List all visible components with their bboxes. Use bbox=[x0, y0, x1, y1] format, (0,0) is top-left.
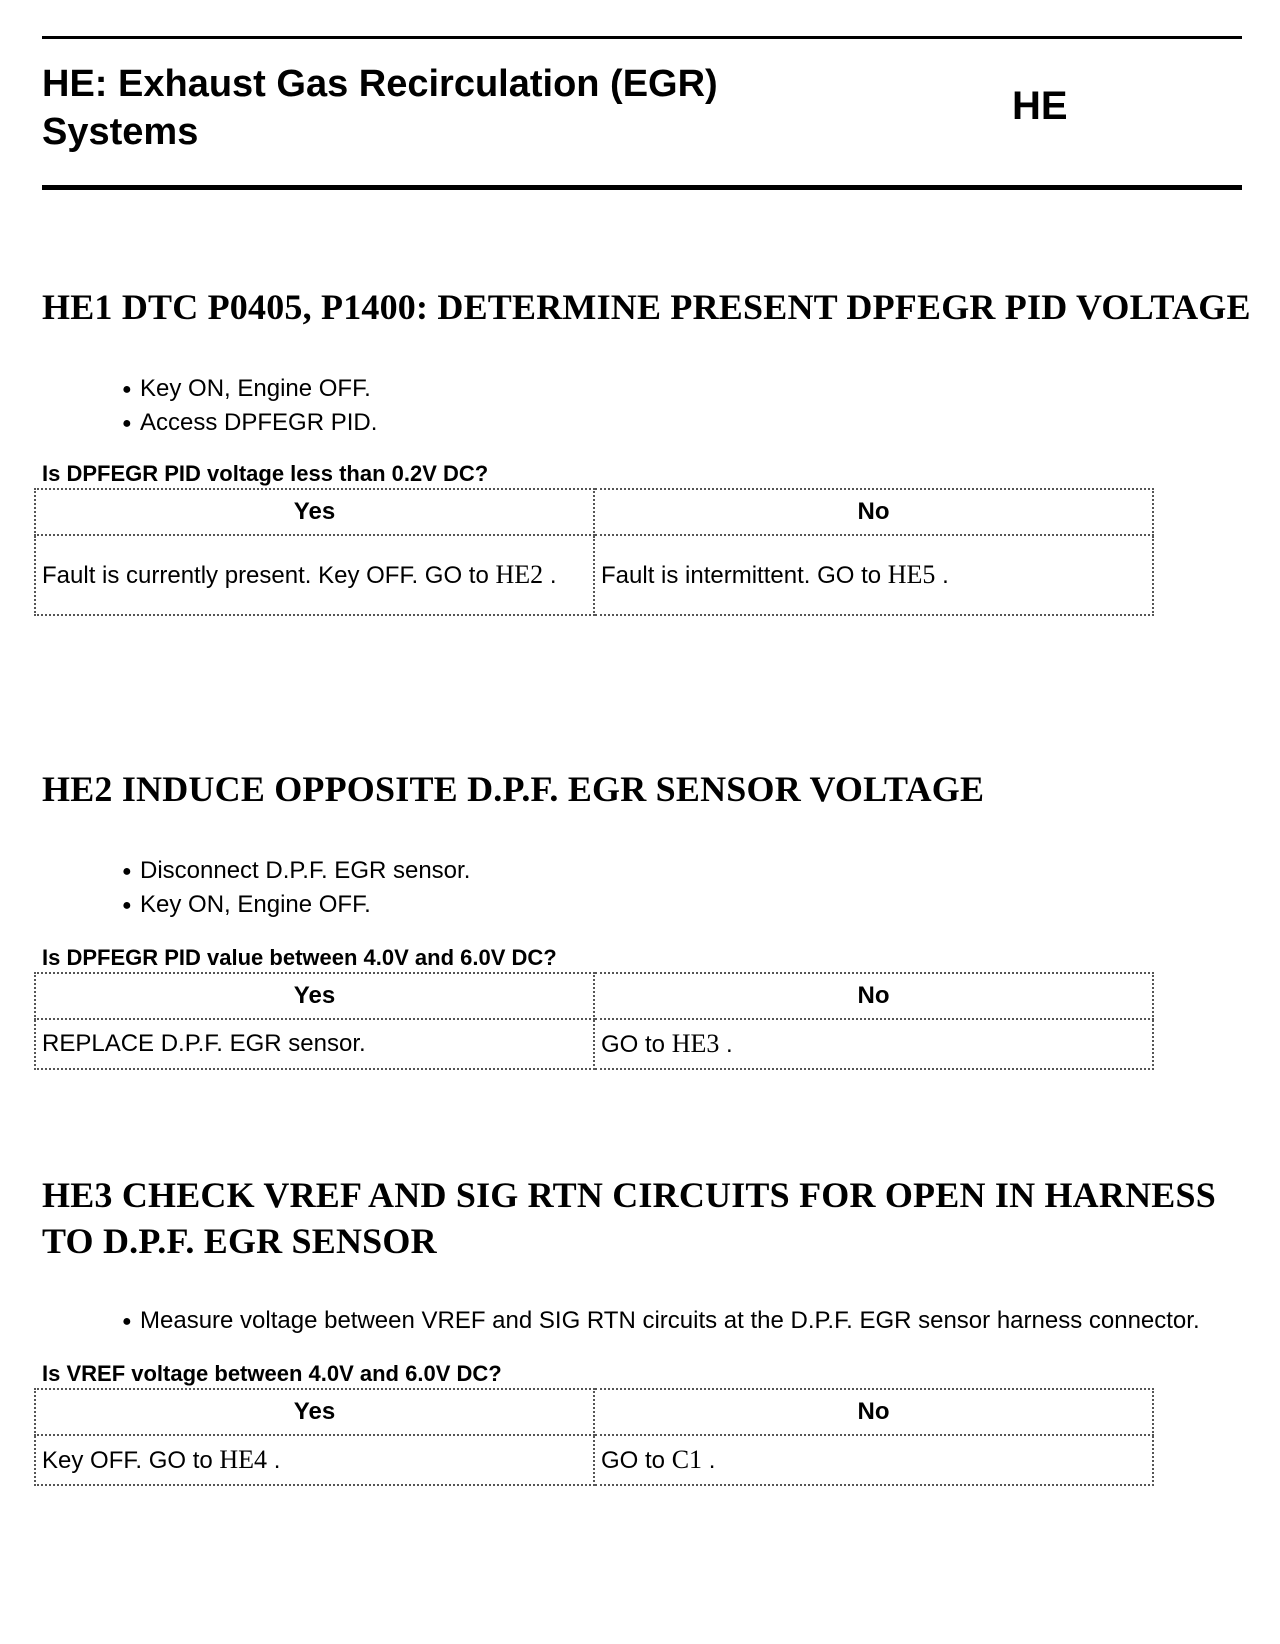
step-instructions bbox=[42, 1304, 1252, 1338]
goto-link-he2[interactable]: HE2 bbox=[495, 559, 544, 589]
step-instructions bbox=[42, 854, 1252, 922]
instruction-item: ● Key ON, Engine OFF. bbox=[42, 372, 1252, 406]
step-question: Is VREF voltage between 4.0V and 6.0V DC? bbox=[42, 1361, 502, 1386]
step-title: HE3 CHECK VREF AND SIG RTN CIRCUITS FOR OPEN IN HARNESS TO D.P.F. EGR SENSOR bbox=[42, 1175, 1216, 1261]
answer-table bbox=[34, 972, 1154, 1070]
answer-table bbox=[34, 1388, 1154, 1486]
no-header: No bbox=[594, 973, 1153, 1019]
goto-link-c1[interactable]: C1 bbox=[671, 1444, 703, 1474]
no-answer: GO to C1 . bbox=[594, 1435, 1153, 1485]
goto-link-he5[interactable]: HE5 bbox=[887, 559, 936, 589]
step-title: HE2 INDUCE OPPOSITE D.P.F. EGR SENSOR VOLTAGE bbox=[42, 769, 985, 809]
header-bottom-rule bbox=[42, 185, 1242, 190]
bullet-icon: ● bbox=[122, 381, 132, 398]
step-title: HE1 DTC P0405, P1400: DETERMINE PRESENT DPFEGR PID VOLTAGE bbox=[42, 287, 1251, 327]
header-top-rule bbox=[42, 36, 1242, 39]
no-answer: GO to HE3 . bbox=[594, 1019, 1153, 1069]
goto-link-he3[interactable]: HE3 bbox=[671, 1028, 720, 1058]
bullet-icon: ● bbox=[122, 1313, 132, 1330]
no-header: No bbox=[594, 1389, 1153, 1435]
no-answer: Fault is intermittent. GO to HE5 . bbox=[594, 535, 1153, 615]
answer-table bbox=[34, 488, 1154, 616]
test-step-he3 bbox=[42, 1172, 1252, 1486]
instruction-item: ● Key ON, Engine OFF. bbox=[42, 888, 1252, 922]
goto-link-he4[interactable]: HE4 bbox=[219, 1444, 268, 1474]
bullet-icon: ● bbox=[122, 415, 132, 432]
instruction-item: ● Disconnect D.P.F. EGR sensor. bbox=[42, 854, 1252, 888]
step-question: Is DPFEGR PID value between 4.0V and 6.0V DC? bbox=[42, 945, 557, 970]
step-instructions bbox=[42, 372, 1252, 440]
yes-answer: Key OFF. GO to HE4 . bbox=[35, 1435, 594, 1485]
step-question: Is DPFEGR PID voltage less than 0.2V DC? bbox=[42, 461, 489, 486]
no-header: No bbox=[594, 489, 1153, 535]
instruction-item: ● Access DPFEGR PID. bbox=[42, 406, 1252, 440]
instruction-item: ● Measure voltage between VREF and SIG RTN circuits at the D.P.F. EGR sensor harness connector. bbox=[42, 1304, 1252, 1338]
yes-answer: Fault is currently present. Key OFF. GO to HE2 . bbox=[35, 535, 594, 615]
bullet-icon: ● bbox=[122, 897, 132, 914]
yes-header: Yes bbox=[35, 489, 594, 535]
test-step-he1 bbox=[42, 284, 1252, 616]
document-title: HE: Exhaust Gas Recirculation (EGR) Systems bbox=[42, 63, 718, 153]
yes-answer: REPLACE D.P.F. EGR sensor. bbox=[35, 1019, 594, 1069]
test-step-he2 bbox=[42, 766, 1252, 1070]
yes-header: Yes bbox=[35, 1389, 594, 1435]
section-code: HE bbox=[1012, 84, 1068, 128]
bullet-icon: ● bbox=[122, 863, 132, 880]
yes-header: Yes bbox=[35, 973, 594, 1019]
